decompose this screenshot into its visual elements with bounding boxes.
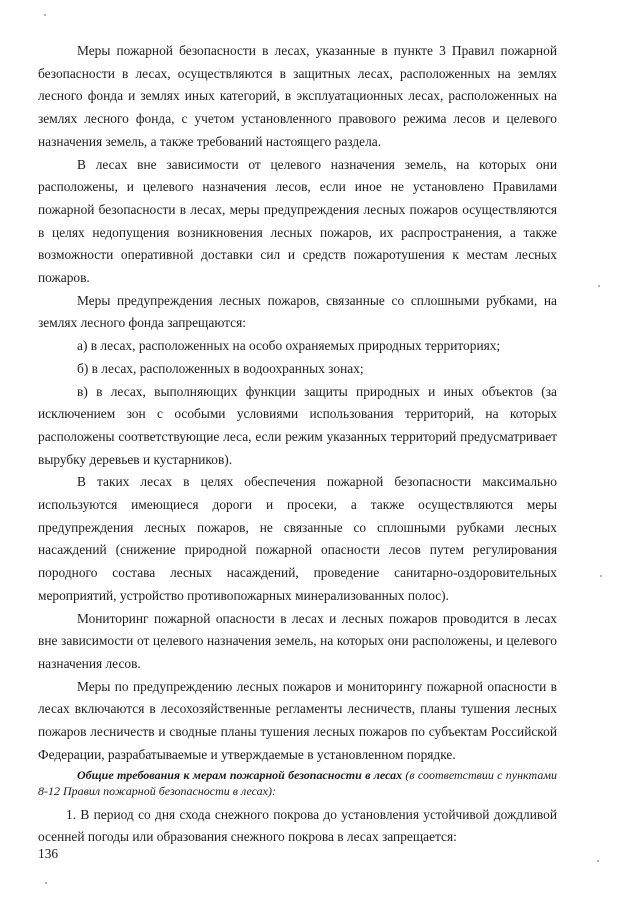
paragraph-fire-safety-measures: Меры пожарной безопасности в лесах, указанные в пункте 3 Правил пожарной безопасности в лесах, осуществляются в защитных лесах, расположенных на землях лесного фонда и землях иных категорий, в эксплуатационных лесах, расположенных на землях лесного фонда, с учетом установленного правового режима лесов и целевого назначения земель, а также требований настоящего раздела.	[38, 43, 557, 149]
document-body	[38, 40, 557, 849]
section-heading-note: (в соответствии с пунктами 8-12 Правил пожарной безопасности в лесах):	[38, 767, 557, 798]
paragraph-clear-cutting-ban: Меры предупреждения лесных пожаров, связанные со сплошными рубками, на землях лесного фонда запрещаются:	[38, 292, 557, 331]
rule-1: 1. В период со дня схода снежного покрова до установления устойчивой дождливой осенней погоды или образования снежного покрова в лесах запрещается:	[38, 806, 557, 845]
section-heading	[38, 767, 557, 799]
scan-speck	[598, 285, 600, 287]
paragraph-roads-and-clearings: В таких лесах в целях обеспечения пожарной безопасности максимально используются имеющиеся дороги и просеки, а также осуществляются меры предупреждения лесных пожаров, не связанные со сплошными рубками лесных насаждений (снижение природной пожарной опасности лесов путем регулирования породного состава лесных насаждений, проведение санитарно-оздоровительных мероприятий, устройство противопожарных минерализованных полос).	[38, 474, 557, 603]
page-number: 136	[38, 846, 59, 861]
section-heading-title: Общие требования к мерам пожарной безопасности в лесах	[77, 767, 403, 782]
list-item-b: б) в лесах, расположенных в водоохранных зонах;	[77, 360, 364, 376]
paragraph-regulations: Меры по предупреждению лесных пожаров и мониторингу пожарной опасности в лесах включаются в лесохозяйственные регламенты лесничеств, планы тушения лесных пожаров лесничеств и сводные планы тушения лесных пожаров по субъектам Российской Федерации, разрабатываемые и утверждаемые в установленном порядке.	[38, 678, 557, 762]
list-item-a: а) в лесах, расположенных на особо охраняемых природных территориях;	[77, 338, 501, 354]
scan-speck	[44, 14, 46, 16]
scan-speck	[45, 882, 47, 884]
scan-speck	[597, 860, 599, 862]
paragraph-monitoring: Мониторинг пожарной опасности в лесах и лесных пожаров проводится в лесах вне зависимости от целевого назначения земель, на которых они расположены, и целевого назначения лесов.	[38, 610, 557, 671]
list-item-c: в) в лесах, выполняющих функции защиты природных и иных объектов (за исключением зон с особыми условиями использования территорий, на которых расположены соответствующие леса, если режим указанных территорий предусматривает вырубку деревьев и кустарников).	[38, 383, 557, 467]
paragraph-prevention-goals: В лесах вне зависимости от целевого назначения земель, на которых они расположены, и целевого назначения лесов, если иное не установлено Правилами пожарной безопасности в лесах, меры предупреждения лесных пожаров осуществляются в целях недопущения возникновения лесных пожаров, их распространения, а также возможности оперативной доставки сил и средств пожаротушения к местам лесных пожаров.	[38, 156, 557, 286]
scan-speck	[600, 575, 602, 577]
